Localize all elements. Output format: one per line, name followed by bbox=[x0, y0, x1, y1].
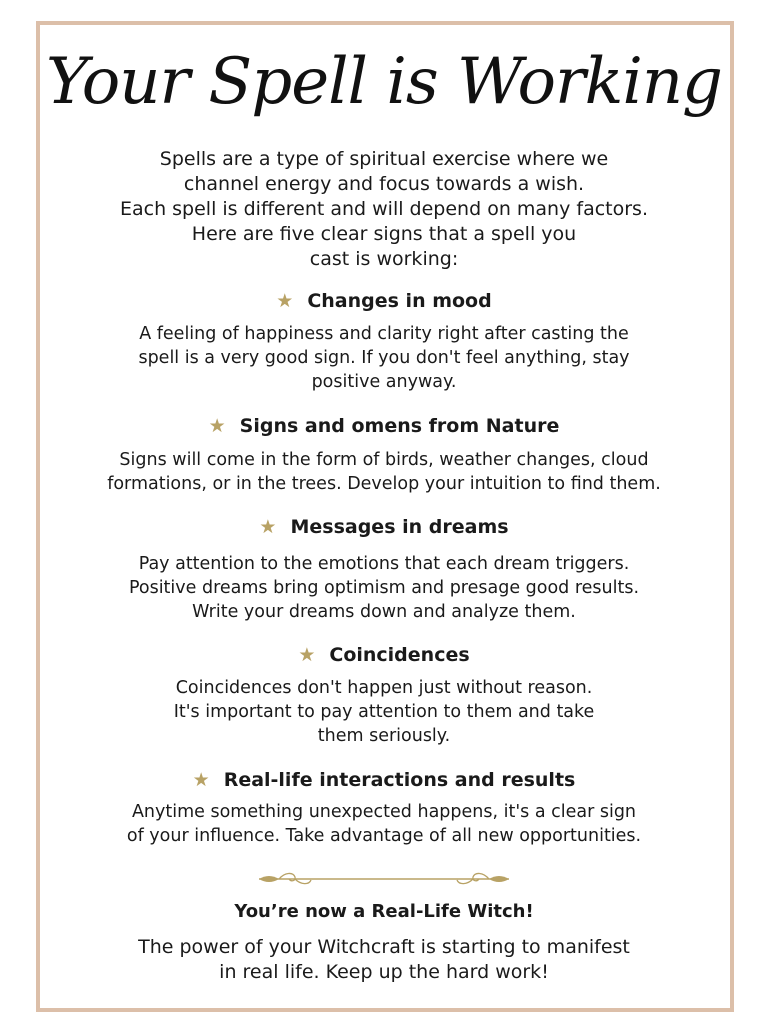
section-line: Positive dreams bring optimism and presage good results. bbox=[128, 578, 640, 598]
closing-line: in real life. Keep up the hard work! bbox=[219, 961, 549, 983]
intro-line: Spells are a type of spiritual exercise where we bbox=[159, 148, 609, 170]
section-line: Pay attention to the emotions that each dream triggers. bbox=[138, 554, 630, 574]
intro-line: Each spell is different and will depend on many factors. bbox=[119, 198, 648, 220]
section-heading-signs-and-omens: ★ Signs and omens from Nature bbox=[208, 415, 560, 437]
section-line: It's important to pay attention to them and take bbox=[173, 702, 595, 722]
section-text-changes-in-mood bbox=[40, 322, 728, 394]
section-line: positive anyway. bbox=[311, 372, 457, 392]
star-icon: ★ bbox=[192, 769, 210, 791]
ornament-divider-icon bbox=[0, 868, 768, 890]
section-text-real-life-interactions bbox=[40, 800, 728, 848]
closing-line: The power of your Witchcraft is starting to manifest bbox=[138, 936, 630, 958]
section-line: formations, or in the trees. Develop your intuition to find them. bbox=[107, 474, 661, 494]
section-text-coincidences bbox=[40, 676, 728, 748]
section-line: Coincidences don't happen just without reason. bbox=[175, 678, 593, 698]
section-line: them seriously. bbox=[317, 726, 451, 746]
section-heading-coincidences: ★ Coincidences bbox=[298, 644, 470, 666]
closing-text bbox=[40, 935, 728, 985]
section-line: spell is a very good sign. If you don't feel anything, stay bbox=[138, 348, 630, 368]
star-icon: ★ bbox=[298, 644, 316, 666]
intro-line: channel energy and focus towards a wish. bbox=[183, 173, 585, 195]
section-line: Signs will come in the form of birds, weather changes, cloud bbox=[119, 450, 649, 470]
page-title: Your Spell is Working bbox=[46, 45, 722, 119]
closing-title: You’re now a Real-Life Witch! bbox=[234, 901, 534, 922]
section-line: of your influence. Take advantage of all new opportunities. bbox=[126, 826, 642, 846]
section-heading-messages-in-dreams: ★ Messages in dreams bbox=[259, 516, 509, 538]
section-text-messages-in-dreams bbox=[40, 552, 728, 624]
intro-line: cast is working: bbox=[309, 248, 459, 270]
section-heading-real-life-interactions: ★ Real-life interactions and results bbox=[192, 769, 576, 791]
section-line: Anytime something unexpected happens, it's a clear sign bbox=[131, 802, 637, 822]
intro-text bbox=[40, 147, 728, 272]
star-icon: ★ bbox=[276, 290, 294, 312]
section-heading-changes-in-mood: ★ Changes in mood bbox=[276, 290, 492, 312]
section-line: A feeling of happiness and clarity right after casting the bbox=[139, 324, 629, 344]
star-icon: ★ bbox=[208, 415, 226, 437]
section-line: Write your dreams down and analyze them. bbox=[192, 602, 576, 622]
section-text-signs-and-omens bbox=[40, 448, 728, 496]
star-icon: ★ bbox=[259, 516, 277, 538]
intro-line: Here are five clear signs that a spell you bbox=[191, 223, 577, 245]
